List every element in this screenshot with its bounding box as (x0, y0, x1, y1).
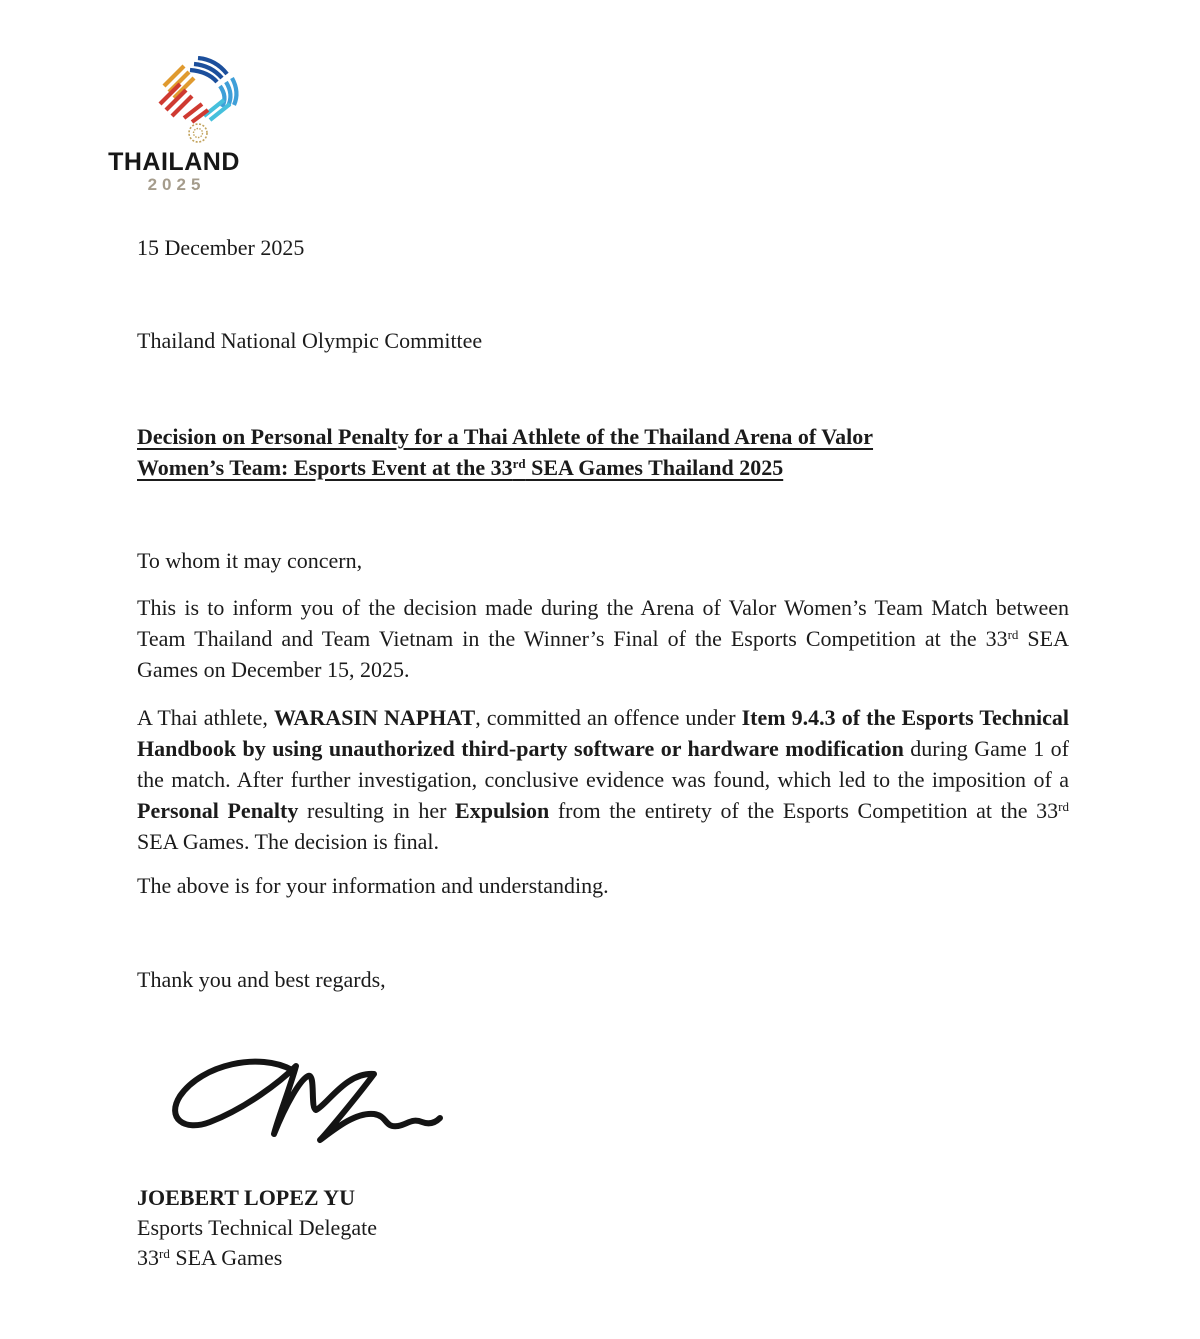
letter-recipient: Thailand National Olympic Committee (137, 328, 483, 353)
letter-salutation: To whom it may concern, (137, 548, 363, 573)
handwritten-signature (150, 1048, 450, 1168)
paragraph-1: This is to inform you of the decision made during the Arena of Valor Women’s Team Match between Team Thailand and Team Vietnam in the Winner’s Final of the Esports Competition at the 33rd SEA Games on December 15, 2025. (137, 595, 1069, 682)
expulsion-term: Expulsion (455, 798, 550, 823)
signer-org: 33rd SEA Games (137, 1245, 283, 1270)
logo-wordmark: THAILAND (108, 148, 240, 176)
penalty-term: Personal Penalty (137, 798, 299, 823)
logo-year: 2025 (147, 175, 206, 194)
gold-emblem-icon (189, 124, 207, 142)
ordinal-suffix: rd (512, 456, 526, 471)
letter-closing: Thank you and best regards, (137, 967, 386, 992)
letter-subject (137, 421, 1069, 483)
subject-line-2: Women’s Team: Esports Event at the 33rd SEA Games Thailand 2025 (137, 455, 784, 480)
paragraph-2: A Thai athlete, WARASIN NAPHAT, committed an offence under Item 9.4.3 of the Esports Technical Handbook by using unauthorized third-party software or hardware modification during Game 1 of the match. After further investigation, conclusive evidence was found, which led to the imposition of a Personal Penalty resulting in her Expulsion from the entirety of the Esports Competition at the 33rd SEA Games. The decision is final. (137, 705, 1069, 854)
letter-date: 15 December 2025 (137, 235, 305, 260)
paragraph-3: The above is for your information and understanding. (137, 873, 609, 898)
p1-text: This is to inform you of the decision made during the Arena of Valor Women’s Team Match between Team Thailand and Team Vietnam in the Winner’s Final of the Esports Competition at the 33 (137, 595, 1069, 651)
ordinal-suffix: rd (1007, 627, 1019, 642)
athlete-name: WARASIN NAPHAT (273, 705, 476, 730)
sea-games-ribbon-icon (152, 56, 244, 146)
signer-block (137, 1183, 377, 1273)
ordinal-suffix: rd (159, 1246, 170, 1261)
signer-name: JOEBERT LOPEZ YU (137, 1185, 356, 1210)
ordinal-suffix: rd (1058, 799, 1069, 814)
subject-line-1: Decision on Personal Penalty for a Thai Athlete of the Thailand Arena of Valor (137, 424, 874, 449)
sea-games-logo (108, 56, 240, 195)
signer-role: Esports Technical Delegate (137, 1215, 377, 1240)
offence-clause: Item 9.4.3 of the Esports Technical Handbook by using unauthorized third-party software or hardware modification (137, 705, 1069, 761)
